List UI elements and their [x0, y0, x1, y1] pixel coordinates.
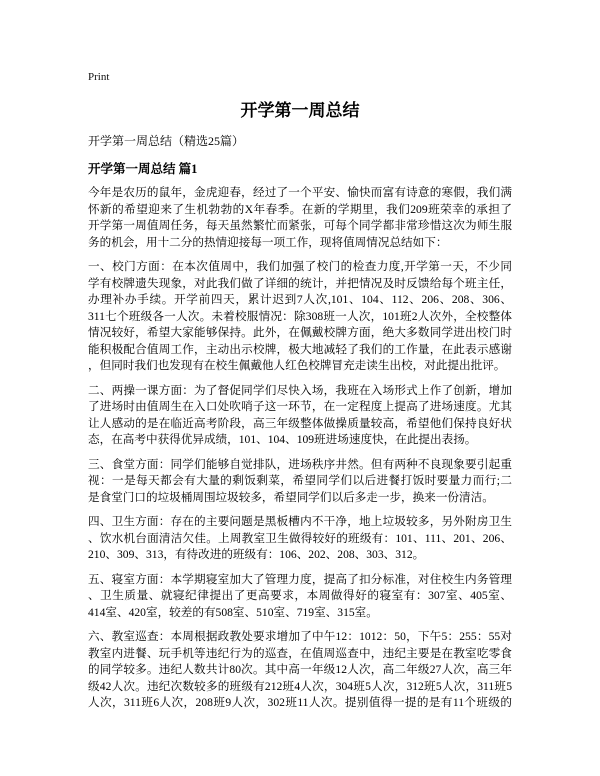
page-title: 开学第一周总结: [240, 101, 360, 120]
text-line: 能积极配合值周工作，主动出示校牌，极大地减轻了我们的工作量，在此表示感谢: [88, 342, 512, 356]
text-line: 让人感动的是在临近高考阶段，高三年级整体做操质量较高，希望他们保持良好状: [88, 416, 512, 430]
text-line: 了进场时由值周生在入口处吹哨子这一环节，在一定程度上提高了进场速度。尤其: [88, 400, 512, 413]
text-line: 三、食堂方面：同学们能够自觉排队，进场秩序井然。但有两种不良现象要引起重: [88, 457, 512, 471]
text-line: 视：一是每天都会有大量的剩饭剩菜，希望同学们以后进餐打饭时要量力而行;二: [88, 474, 512, 487]
document-body: [88, 185, 512, 720]
text-line: 教室内进餐、玩手机等违纪行为的巡查，在值周巡查中，违纪主要是在教室吃零食: [88, 646, 512, 660]
paragraph: [88, 259, 512, 375]
text-line: ，但同时我们也发现有在校生佩戴他人红色校牌冒充走读生出校，对此提出批评。: [88, 359, 506, 372]
document-subtitle: 开学第一周总结（精选25篇）: [88, 134, 245, 148]
paragraph: [88, 185, 512, 251]
text-line: 今年是农历的鼠年，金虎迎春，经过了一个平安、愉快而富有诗意的寒假，我们满: [88, 186, 512, 199]
paragraph: [88, 629, 512, 712]
text-line: 210、309、313，有待改进的班级有：106、202、208、303、312。: [88, 548, 425, 561]
text-line: 学有校牌遗失现象，对此我们做了详细的统计，并把情况及时反馈给每个班主任，: [88, 276, 512, 290]
text-line: 是食堂门口的垃圾桶周围垃圾较多，希望同学们以后多走一步，换来一份清洁。: [88, 490, 494, 504]
text-line: 办理补办手续。开学前四天，累计迟到7人次,101、104、112、206、208、306、: [88, 293, 512, 306]
text-line: 一、校门方面：在本次值周中，我们加强了校门的检查力度,开学第一天，不少同: [88, 260, 512, 273]
section-heading: 开学第一周总结 篇1: [88, 162, 198, 176]
print-link[interactable]: Print: [88, 71, 110, 83]
text-line: 的同学较多。违纪人数共计80次。其中高一年级12人次，高二年级27人次，高三年: [88, 663, 512, 676]
text-line: 414室、420室，较差的有508室、510室、719室、315室。: [88, 605, 378, 619]
text-line: 人次，311班6人次，208班9人次，302班11人次。提别值得一提的是有11个班级的: [88, 696, 512, 709]
text-line: 、卫生质量、就寝纪律提出了更高要求，本周做得好的寝室有：307室、405室、: [88, 589, 512, 602]
text-line: 务的机会，用十二分的热情迎接每一项工作，现将值周情况总结如下：: [88, 235, 448, 249]
text-line: 四、卫生方面：存在的主要问题是黑板槽内不干净，地上垃圾较多，另外附房卫生: [88, 515, 512, 528]
paragraph: [88, 457, 512, 507]
text-line: 、饮水机台面清洁欠佳。上周教室卫生做得较好的班级有：101、111、201、206、: [88, 531, 512, 545]
text-line: 怀新的希望迎来了生机勃勃的X年春季。在新的学期里，我们209班荣幸的承担了: [88, 202, 512, 216]
paragraph: [88, 572, 512, 622]
text-line: 开学第一周值周任务，每天虽然繁忙而紧张，可每个同学都非常珍惜这次为师生服: [88, 219, 512, 232]
text-line: 311七个班级各一人次。未着校服情况：除308班一人次，101班2人次外，全校整体: [88, 309, 512, 323]
text-line: 二、两操一课方面：为了督促同学们尽快入场，我班在入场形式上作了创新，增加: [88, 383, 512, 397]
text-line: 态，在高考中获得优异成绩，101、104、109班进场速度快，在此提出表扬。: [88, 433, 477, 446]
text-line: 级42人次。违纪次数较多的班级有212班4人次，304班5人次，312班5人次，311班5: [88, 679, 512, 693]
text-line: 情况较好，希望大家能够保持。此外，在佩戴校牌方面，绝大多数同学进出校门时: [88, 326, 512, 339]
paragraph: [88, 514, 512, 564]
paragraph: [88, 383, 512, 449]
text-line: 五、寝室方面：本学期寝室加大了管理力度，提高了扣分标准，对住校生内务管理: [88, 572, 512, 586]
text-line: 六、教室巡查：本周根据政教处要求增加了中午12：1012：50，下午5：255：55对: [88, 630, 512, 643]
